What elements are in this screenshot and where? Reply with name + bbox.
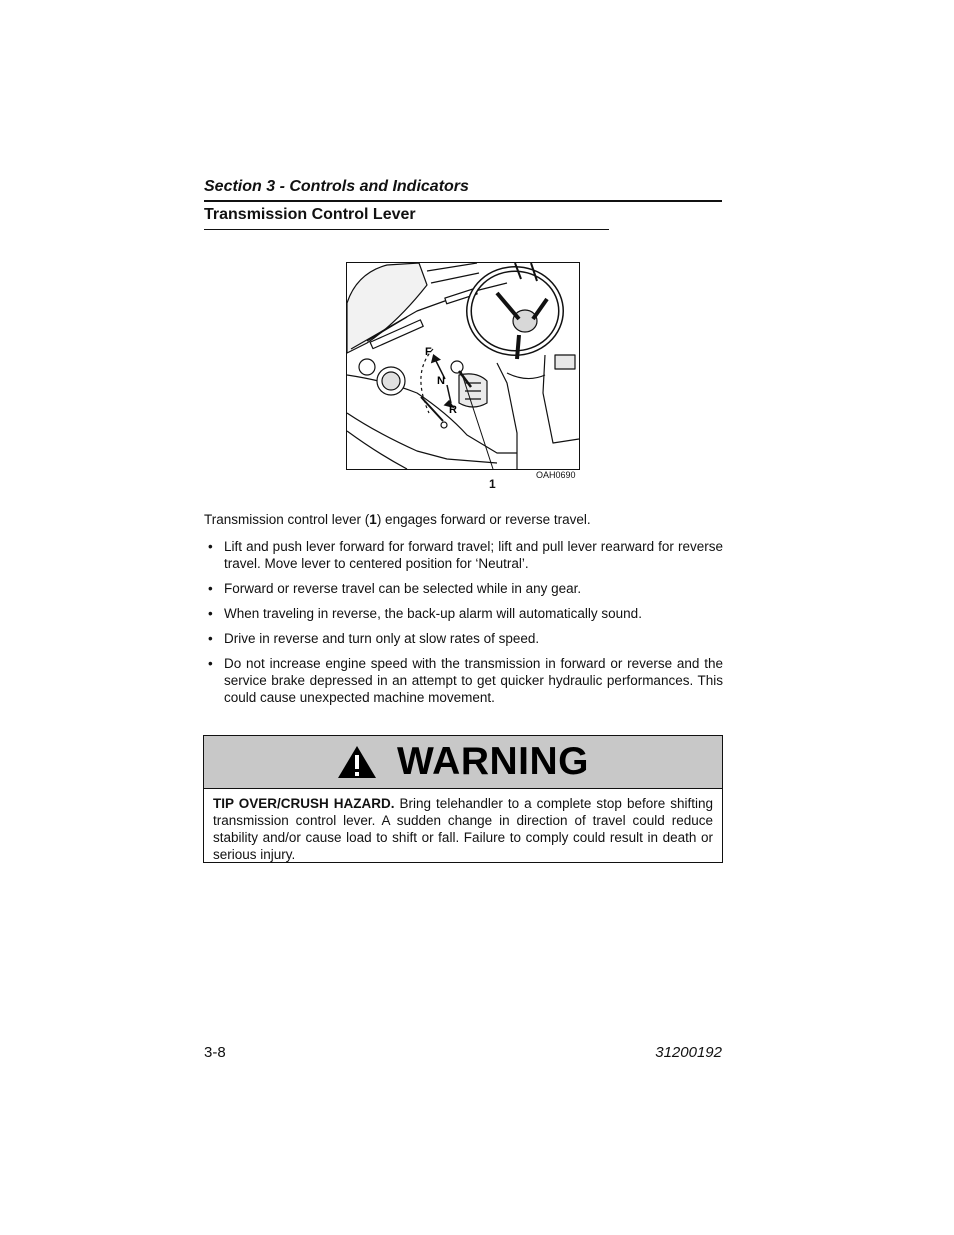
page-number: 3-8 (204, 1044, 226, 1061)
intro-paragraph (204, 511, 724, 528)
list-item: • Lift and push lever forward for forward travel; lift and pull lever rearward for reverse travel. Move lever to centered position for ‘Neutral’. (204, 538, 723, 572)
warning-message (204, 789, 722, 863)
list-item: • Do not increase engine speed with the transmission in forward or reverse and the service brake depressed in an attempt to get quicker hydraulic performances. This could cause unexpected machine movement. (204, 655, 723, 706)
section-header: Section 3 - Controls and Indicators (204, 176, 722, 202)
list-item: • When traveling in reverse, the back-up alarm will automatically sound. (204, 605, 723, 622)
figure-code: OAH0690 (536, 470, 576, 480)
warning-hazard-title: TIP OVER/CRUSH HAZARD. (213, 796, 395, 811)
reverse-label: R (449, 404, 457, 416)
document-number: 31200192 (655, 1044, 722, 1061)
cab-controls-drawing (347, 263, 579, 469)
list-item: • Drive in reverse and turn only at slow rates of speed. (204, 630, 723, 647)
warning-banner (204, 736, 722, 789)
callout-number: 1 (489, 477, 496, 491)
transmission-lever-illustration (346, 262, 580, 470)
forward-label: F (425, 346, 432, 358)
neutral-label: N (437, 375, 445, 387)
warning-body: Bring telehandler to a complete stop before shifting transmission control lever. A sudden change in direction of travel could reduce stability and/or cause load to shift or fall. Failure to comply could result in death or serious injury. (213, 796, 714, 862)
instruction-list (204, 538, 723, 714)
list-item: • Forward or reverse travel can be selected while in any gear. (204, 580, 723, 597)
intro-text-end: ) engages forward or reverse travel. (376, 512, 591, 527)
intro-callout-ref: 1 (369, 512, 377, 527)
warning-signal-word: WARNING (397, 740, 589, 783)
warning-triangle-icon (337, 745, 377, 779)
page-title: Transmission Control Lever (204, 205, 609, 230)
warning-box (203, 735, 723, 863)
intro-text: Transmission control lever ( (204, 512, 370, 527)
